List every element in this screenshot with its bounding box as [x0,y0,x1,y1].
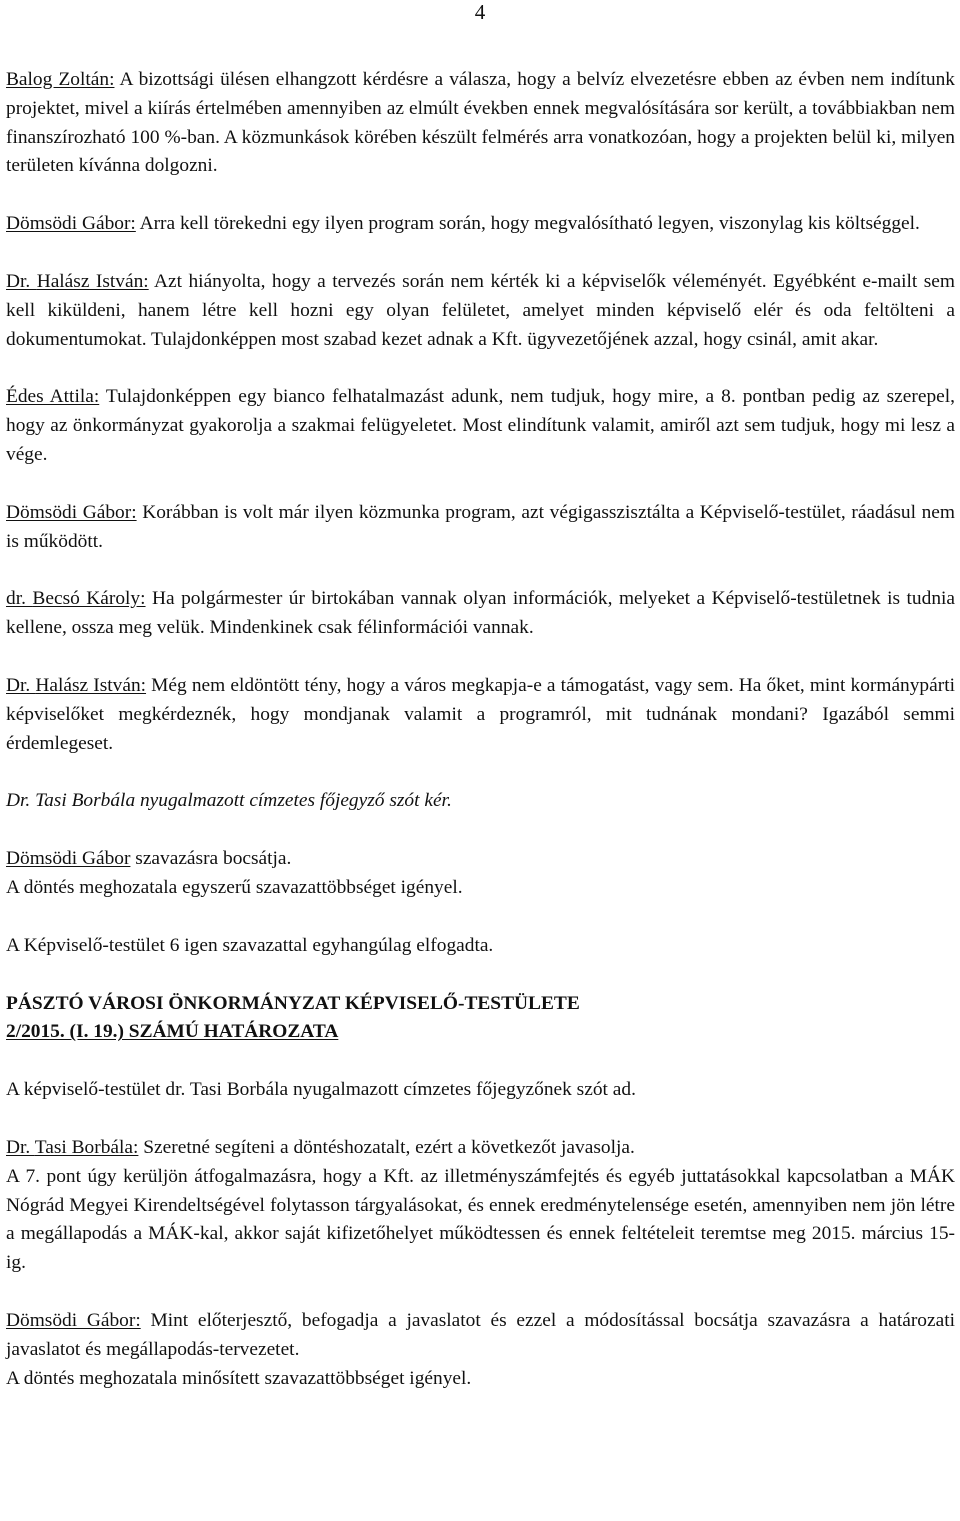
paragraph-halasz-2 [6,672,955,758]
document-body [6,66,955,1393]
paragraph-text: szavazásra bocsátja. [130,848,292,870]
paragraph-text: Korábban is volt már ilyen közmunka program, azt végigasszisztálta a Képviselő-testület, ráadásul nem is működött. [6,501,955,552]
paragraph-vote-result: A Képviselő-testület 6 igen szavazattal egyhangúlag elfogadta. [6,934,494,956]
resolution-heading-line2: 2/2015. (I. 19.) SZÁMÚ HATÁROZATA [6,1021,339,1043]
speaker-name: Édes Attila: [6,386,100,408]
paragraph-resolution-text: A képviselő-testület dr. Tasi Borbála nyugalmazott címzetes főjegyzőnek szót ad. [6,1079,636,1101]
speaker-name: Halász István: [35,674,147,696]
page-number: 4 [474,0,486,24]
paragraph-becso [6,585,955,643]
paragraph-vote-call [6,845,955,874]
paragraph-tasi-request: Dr. Tasi Borbála nyugalmazott címzetes főjegyző szót kér. [6,790,452,812]
paragraph-text: A bizottsági ülésen elhangzott kérdésre a válasza, hogy a belvíz elvezetésre ebben az évben nem indítunk projektet, mivel a kiírás értelmében amennyiben az elmúlt években ennek megvalósítására sor került, a továbbiakban nem finanszírozható 100 %-ban. A közmunkások körében készült felmérés arra vonatkozóan, hogy a projekten belül ki, milyen területen kívánna dolgozni. [6,69,955,177]
paragraph-edes [6,383,955,469]
speaker-name: Dömsödi Gábor: [6,213,136,235]
speaker-name: Balog Zoltán: [6,69,115,90]
paragraph-halasz-1 [6,268,955,354]
paragraph-domsodi-2 [6,499,955,557]
speaker-name: Dömsödi Gábor: [6,1309,141,1331]
paragraph-tasi [6,1134,955,1163]
paragraph-text: Szeretné segíteni a döntéshozatalt, ezért a következőt javasolja. [138,1136,635,1158]
paragraph-text: Tulajdonképpen egy bianco felhatalmazást adunk, nem tudjuk, hogy mire, a 8. pontban pedig az szerepel, hogy az önkormányzat gyakorolja a szakmai felügyeletet. Most elindítunk valamit, amiről azt sem tudjuk, hogy mi lesz a vége. [6,386,955,465]
speaker-prefix: Dr. [6,674,36,696]
speaker-name: Dömsödi Gábor: [6,501,137,523]
paragraph-majority-simple: A döntés meghozatala egyszerű szavazattöbbséget igényel. [6,876,463,898]
speaker-name: Dömsödi Gábor [6,848,131,870]
paragraph-balog [6,66,955,181]
speaker-name: Becsó Károly: [32,588,146,610]
paragraph-text: Ha polgármester úr birtokában vannak olyan információk, melyeket a Képviselő-testületnek is tudnia kellene, ossza meg velük. Mindenkinek csak félinformációi vannak. [6,588,956,639]
paragraph-text: Azt hiányolta, hogy a tervezés során nem kérték ki a képviselők véleményét. Egyébként e-mailt sem kell kiküldeni, hanem létre kell hozni egy olyan felületet, amelyet minden képviselő elér és oda feltölteni a dokumentumokat. Tulajdonképpen most szabad kezet adnak a Kft. ügyvezetőjének azzal, hogy csinál, amit akar. [6,270,955,350]
speaker-prefix: Dr. [6,1136,35,1158]
paragraph-text: Mint előterjesztő, befogadja a javaslatot és ezzel a módosítással bocsátja szavazásra a határozati javaslatot és megállapodás-tervezetet. [6,1309,955,1360]
paragraph-domsodi-3 [6,1307,955,1365]
paragraph-text: Még nem eldöntött tény, hogy a város megkapja-e a támogatást, vagy sem. Ha őket, mint kormánypárti képviselőket megkérdeznék, hogy mondjanak valamit a programról, mit tudnának mondani? Igazából semmi érdemlegeset. [6,674,955,754]
paragraph-domsodi-1 [6,210,955,239]
speaker-name: Tasi Borbála: [34,1136,139,1158]
speaker-name: Halász István: [36,270,149,292]
speaker-prefix: Dr. [6,270,37,292]
resolution-heading [6,990,955,1048]
paragraph-text: Arra kell törekedni egy ilyen program során, hogy megvalósítható legyen, viszonylag kis költséggel. [135,213,920,235]
speaker-prefix: dr. [6,588,33,610]
resolution-heading-line1: PÁSZTÓ VÁROSI ÖNKORMÁNYZAT KÉPVISELŐ-TESTÜLETE [6,992,580,1014]
paragraph-point-7: A 7. pont úgy kerüljön átfogalmazásra, hogy a Kft. az illetményszámfejtés és egyéb juttatásokkal kapcsolatban a MÁK Nógrád Megyei Kirendeltségével folytasson tárgyalásokat, és ennek eredménytelensége esetén, amennyiben nem jön létre a megállapodás a MÁK-kal, akkor saját kifizetőhelyet működtessen és ennek feltételeit teremtse meg 2015. március 15-ig. [6,1165,955,1274]
paragraph-majority-qualified: A döntés meghozatala minősített szavazattöbbséget igényel. [6,1367,472,1389]
